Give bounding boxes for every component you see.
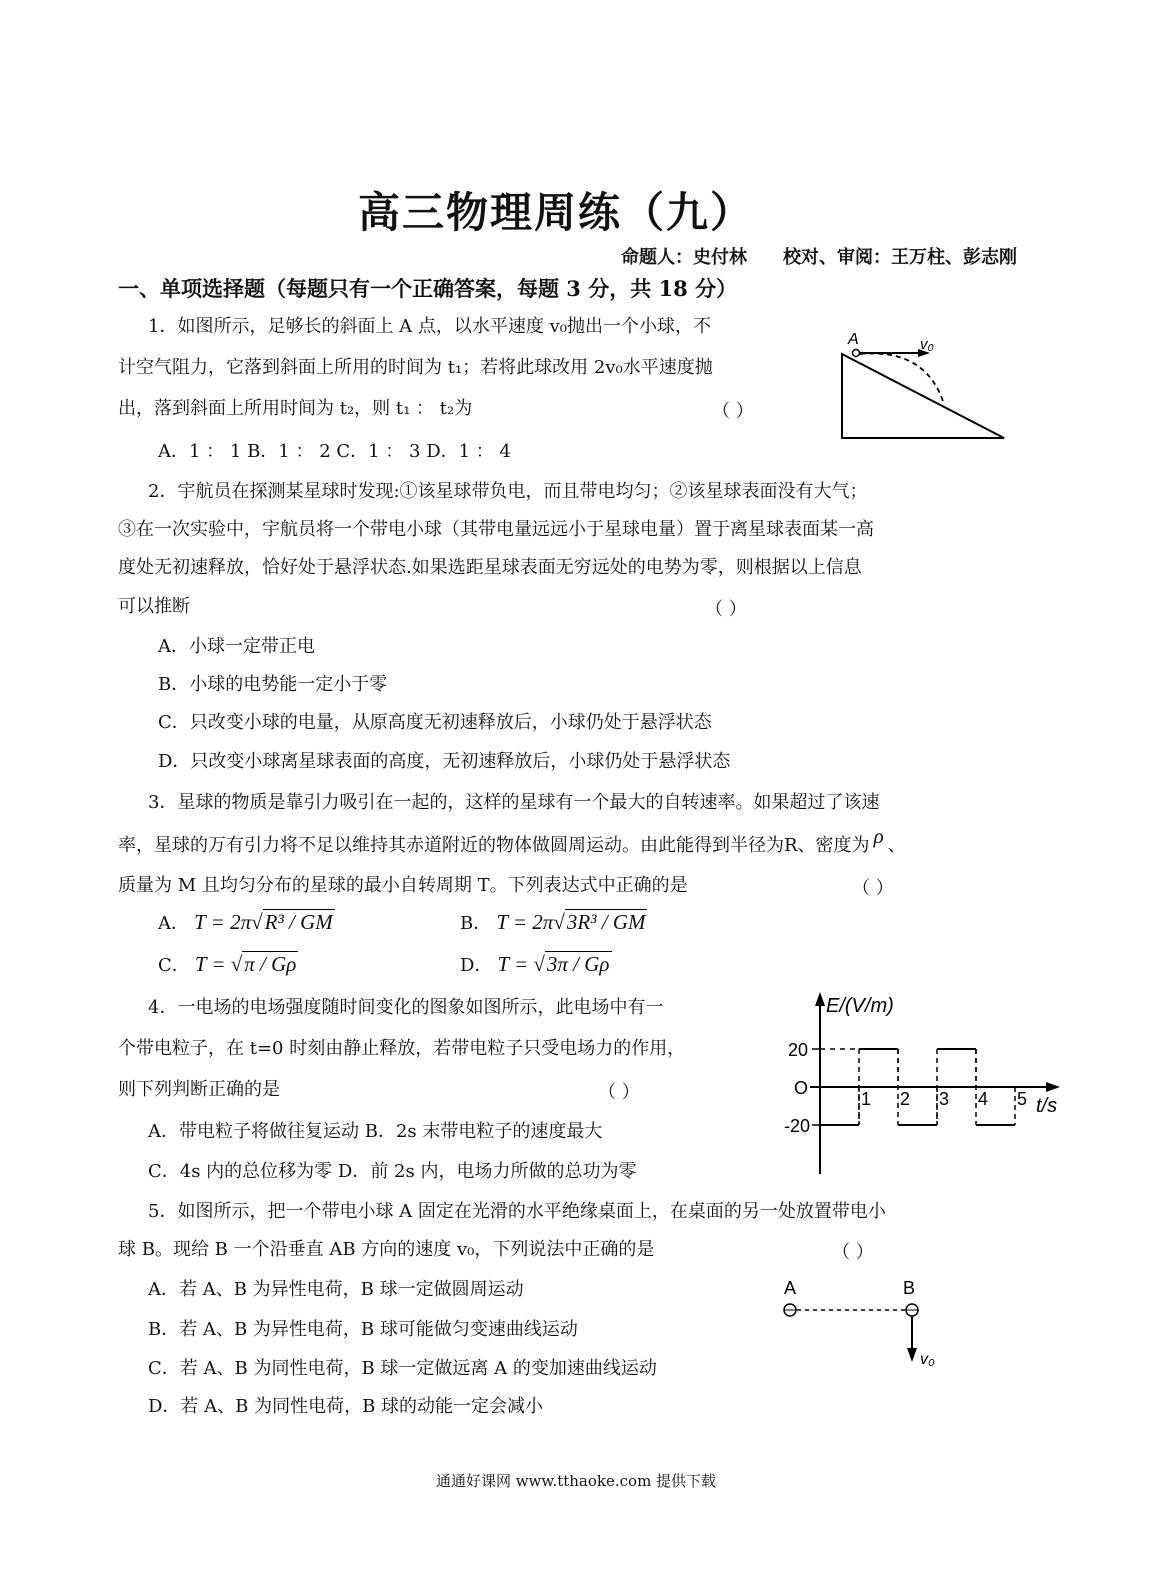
q2-line4: 可以推断 bbox=[118, 596, 190, 617]
q2-option-d: D．只改变小球离星球表面的高度，无初速释放后，小球仍处于悬浮状态 bbox=[158, 751, 731, 772]
q1-line1: 1．如图所示，足够长的斜面上 A 点，以水平速度 v₀抛出一个小球，不 bbox=[148, 316, 711, 337]
arrowhead-icon bbox=[907, 1348, 917, 1362]
q2-line2: ③在一次实验中，宇航员将一个带电小球（其带电量远远小于星球电量）置于离星球表面某一高 bbox=[118, 519, 874, 540]
y-axis-label: E/(V/m) bbox=[826, 995, 894, 1017]
q3-option-a-lhs: T = 2π bbox=[194, 910, 252, 934]
q3-option-b: B． T = 2π√3R³ / GM bbox=[460, 910, 646, 934]
q3-option-a-radicand: R³ / GM bbox=[264, 910, 333, 934]
y-tick-label: -20 bbox=[784, 1116, 811, 1136]
q3-option-c-label: C． bbox=[158, 955, 190, 976]
q4-options-ab: A．带电粒子将做往复运动 B．2s 末带电粒子的速度最大 bbox=[148, 1121, 603, 1142]
trajectory-curve bbox=[860, 353, 944, 404]
q3-line3: 质量为 M 且均匀分布的星球的最小自转周期 T。下列表达式中正确的是 bbox=[118, 875, 688, 896]
x-tick-label: 3 bbox=[939, 1089, 950, 1109]
rho-symbol: ρ bbox=[873, 824, 884, 848]
q2-line1: 2．宇航员在探测某星球时发现:①该星球带负电，而且带电均匀；②该星球表面没有大气； bbox=[148, 481, 868, 502]
x-tick-label: 2 bbox=[900, 1089, 911, 1109]
q3-option-c-radicand: π / Gρ bbox=[244, 952, 297, 976]
fig5-label-v0: v₀ bbox=[920, 1351, 935, 1368]
q3-line2-end: 、 bbox=[887, 835, 906, 856]
q3-option-d-radicand: 3π / Gρ bbox=[546, 952, 610, 976]
incline-figure bbox=[836, 328, 1016, 444]
efield-chart bbox=[780, 990, 1080, 1180]
section-heading: 一、单项选择题（每题只有一个正确答案，每题 3 分，共 18 分） bbox=[118, 276, 738, 301]
incline-triangle bbox=[842, 354, 1004, 438]
q2-option-a: A．小球一定带正电 bbox=[158, 636, 315, 657]
q4-line3: 则下列判断正确的是 bbox=[118, 1079, 280, 1100]
charges-figure bbox=[770, 1272, 970, 1372]
q5-answer-blank: （ ） bbox=[832, 1242, 874, 1263]
q1-answer-blank: （ ） bbox=[712, 401, 754, 422]
q4-line1: 4．一电场的电场强度随时间变化的图象如图所示，此电场中有一 bbox=[148, 997, 664, 1018]
fig1-label-v0: v₀ bbox=[920, 336, 934, 353]
q4-answer-blank: （ ） bbox=[598, 1082, 640, 1103]
y-axis-arrowhead-icon bbox=[815, 992, 825, 1006]
q3-option-c-lhs: T = bbox=[194, 952, 226, 976]
q3-line2 bbox=[118, 824, 906, 858]
fig5-label-b: B bbox=[903, 1278, 916, 1298]
x-axis-arrowhead-icon bbox=[1046, 1082, 1060, 1092]
x-tick-label: 1 bbox=[861, 1089, 872, 1109]
q3-option-b-radicand: 3R³ / GM bbox=[566, 910, 646, 934]
footer-credit: 通通好课网 www.tthaoke.com 提供下载 bbox=[435, 1472, 717, 1490]
q3-option-d-lhs: T = bbox=[497, 952, 529, 976]
x-axis-label: t/s bbox=[1036, 1095, 1058, 1117]
q3-line1: 3．星球的物质是靠引力吸引在一起的，这样的星球有一个最大的自转速率。如果超过了该速 bbox=[148, 792, 880, 813]
q1-line2: 计空气阻力，它落到斜面上所用的时间为 t₁；若将此球改用 2v₀水平速度抛 bbox=[118, 357, 713, 378]
q3-option-b-label: B． bbox=[460, 913, 492, 934]
q3-line2-text: 率，星球的万有引力将不足以维持其赤道附近的物体做圆周运动。由此能得到半径为R、密度为 bbox=[118, 835, 870, 856]
q3-option-a: A． T = 2π√R³ / GM bbox=[158, 910, 333, 934]
q2-line3: 度处无初速释放，恰好处于悬浮状态.如果选距星球表面无穷远处的电势为零，则根据以上信息 bbox=[118, 557, 862, 578]
x-tick-label: 4 bbox=[978, 1089, 989, 1109]
q5-option-d: D．若 A、B 为同性电荷，B 球的动能一定会减小 bbox=[148, 1396, 544, 1417]
fig1-label-a: A bbox=[848, 331, 859, 348]
q4-options-cd: C．4s 内的总位移为零 D．前 2s 内，电场力所做的总功为零 bbox=[148, 1161, 637, 1182]
q2-option-b: B．小球的电势能一定小于零 bbox=[158, 674, 388, 695]
q1-line3: 出，落到斜面上所用时间为 t₂，则 t₁ ： t₂为 bbox=[118, 398, 473, 419]
x-tick-label: 5 bbox=[1017, 1089, 1028, 1109]
fig5-label-a: A bbox=[784, 1278, 797, 1298]
q3-option-b-lhs: T = 2π bbox=[496, 910, 554, 934]
q5-option-b: B．若 A、B 为异性电荷，B 球可能做匀变速曲线运动 bbox=[148, 1319, 578, 1340]
q4-line2: 个带电粒子，在 t=0 时刻由静止释放，若带电粒子只受电场力的作用， bbox=[118, 1038, 686, 1059]
q5-line1: 5．如图所示，把一个带电小球 A 固定在光滑的水平绝缘桌面上，在桌面的另一处放置带电小 bbox=[148, 1201, 886, 1222]
q3-answer-blank: （ ） bbox=[852, 878, 894, 899]
authors-line bbox=[621, 243, 1017, 269]
ball-icon bbox=[853, 350, 860, 357]
q1-options: A．1 ： 1 B．1 ： 2 C．1 ： 3 D．1 ： 4 bbox=[158, 441, 511, 462]
q3-option-c: C． T = √π / Gρ bbox=[158, 952, 297, 976]
y-tick-label: 20 bbox=[788, 1040, 809, 1060]
q3-option-d: D． T = √3π / Gρ bbox=[460, 952, 610, 976]
q3-option-d-label: D． bbox=[460, 955, 493, 976]
q5-line2: 球 B。现给 B 一个沿垂直 AB 方向的速度 v₀，下列说法中正确的是 bbox=[118, 1239, 655, 1260]
y-tick-label: O bbox=[794, 1078, 809, 1098]
q5-option-c: C．若 A、B 为同性电荷，B 球一定做远离 A 的变加速曲线运动 bbox=[148, 1358, 657, 1379]
q2-answer-blank: （ ） bbox=[705, 599, 747, 620]
q5-option-a: A．若 A、B 为异性电荷，B 球一定做圆周运动 bbox=[148, 1279, 524, 1300]
q2-option-c: C．只改变小球的电量，从原高度无初速释放后，小球仍处于悬浮状态 bbox=[158, 712, 712, 733]
q3-option-a-label: A． bbox=[158, 913, 189, 934]
proposer: 命题人：史付林 bbox=[621, 247, 747, 268]
page-title: 高三物理周练（九） bbox=[357, 188, 754, 237]
reviewer: 校对、审阅：王万柱、彭志刚 bbox=[783, 247, 1017, 268]
